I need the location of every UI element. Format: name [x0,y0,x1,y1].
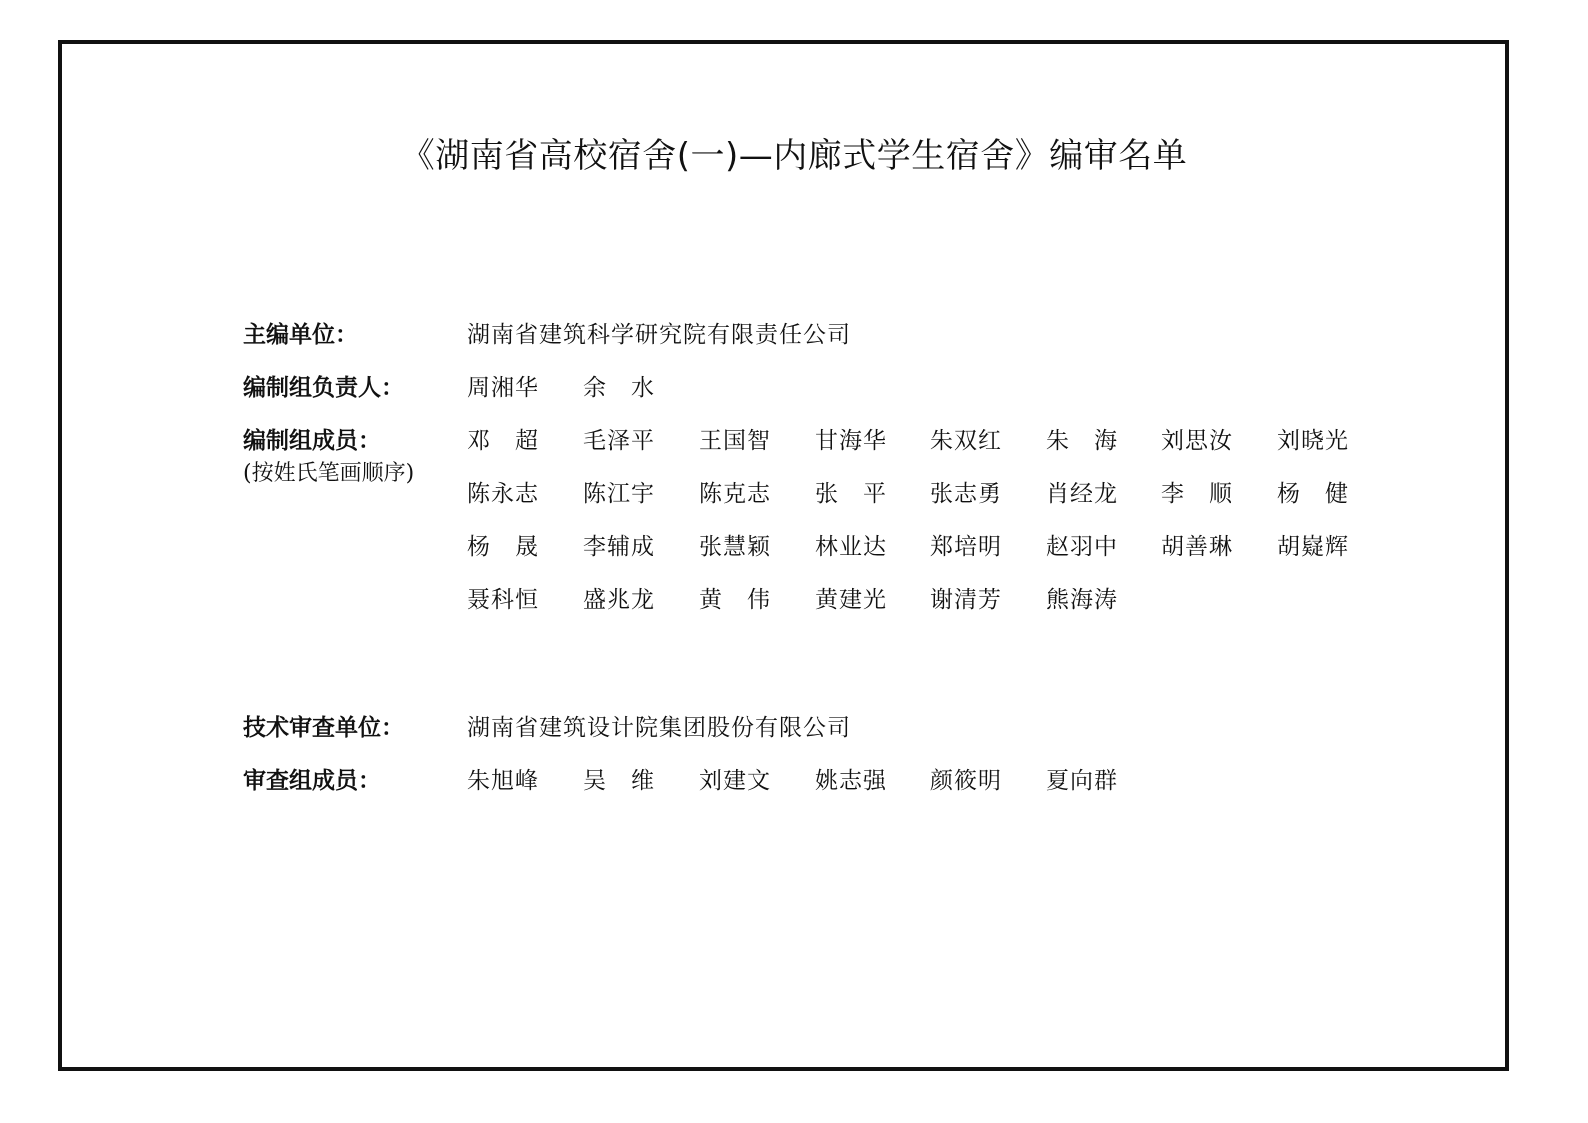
member-name: 黄建光 [815,587,887,613]
leader-name: 余 水 [583,375,655,401]
member-name: 肖经龙 [1046,481,1118,507]
group-leader-row [0,369,1588,403]
member-name: 张志勇 [930,481,1002,507]
member-name: 杨 晟 [467,534,539,560]
member-name: 黄 伟 [699,587,771,613]
group-members-grid [467,422,1487,634]
member-name: 张慧颖 [699,534,771,560]
member-name: 陈永志 [467,481,539,507]
reviewer-name: 颜筱明 [930,768,1002,794]
member-name: 谢清芳 [930,587,1002,613]
chief-editor-unit-row [0,316,1588,350]
member-name: 王国智 [699,428,771,454]
member-name: 郑培明 [930,534,1002,560]
member-name: 李 顺 [1161,481,1233,507]
members-row [467,528,1487,581]
group-leader-label: 编制组负责人： [243,375,404,401]
review-members-names [467,762,1487,815]
page-title: 《湖南省高校宿舍(一)—内廊式学生宿舍》编审名单 [400,136,1188,176]
members-row [467,581,1487,634]
review-unit-label: 技术审查单位： [243,715,404,741]
chief-editor-unit-value: 湖南省建筑科学研究院有限责任公司 [467,322,851,348]
member-name: 胡嶷辉 [1277,534,1349,560]
reviewer-name: 吴 维 [583,768,655,794]
member-name: 胡善琳 [1161,534,1233,560]
chief-editor-unit-label: 主编单位： [243,322,358,348]
group-members-label: 编制组成员： [243,428,381,454]
member-name: 聂科恒 [467,587,539,613]
member-name: 杨 健 [1277,481,1349,507]
reviewer-name: 夏向群 [1046,768,1118,794]
member-name: 刘晓光 [1277,428,1349,454]
member-name: 熊海涛 [1046,587,1118,613]
member-name: 陈克志 [699,481,771,507]
leader-name: 周湘华 [467,375,539,401]
members-row [467,475,1487,528]
reviewer-name: 朱旭峰 [467,768,539,794]
review-unit-row [0,709,1588,743]
review-members-label: 审查组成员： [243,768,381,794]
member-name: 毛泽平 [583,428,655,454]
review-members-row [0,762,1588,796]
members-row [467,422,1487,475]
group-leader-names [467,369,1487,422]
member-name: 刘思汝 [1161,428,1233,454]
member-name: 甘海华 [815,428,887,454]
member-name: 赵羽中 [1046,534,1118,560]
member-name: 陈江宇 [583,481,655,507]
group-members-section [0,422,1588,613]
member-name: 张 平 [815,481,887,507]
member-name: 朱 海 [1046,428,1118,454]
reviewer-name: 刘建文 [699,768,771,794]
member-name: 林业达 [815,534,887,560]
member-name: 李辅成 [583,534,655,560]
reviewer-name: 姚志强 [815,768,887,794]
member-name: 朱双红 [930,428,1002,454]
group-members-note: (按姓氏笔画顺序) [243,461,415,486]
review-unit-value: 湖南省建筑设计院集团股份有限公司 [467,715,851,741]
member-name: 邓 超 [467,428,539,454]
member-name: 盛兆龙 [583,587,655,613]
